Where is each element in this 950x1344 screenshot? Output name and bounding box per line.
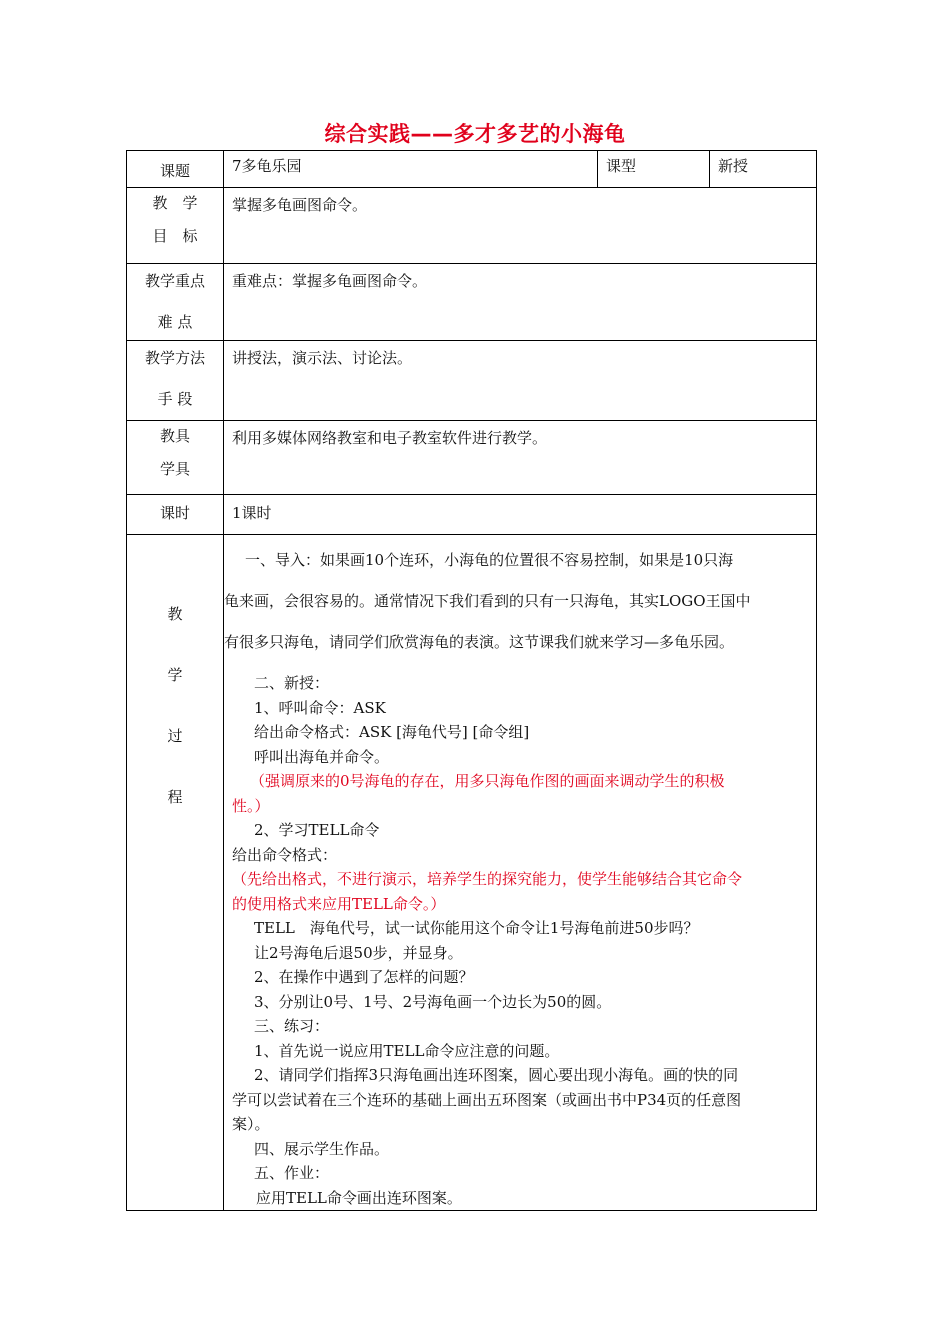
process-line: 四、展示学生作品。 [254, 1139, 390, 1158]
emphasis-note: （先给出格式，不进行演示，培养学生的探究能力，使学生能够结合其它命令 [232, 870, 743, 888]
method-label-line2: 手 段 [157, 390, 193, 408]
process-line: 3、分别让0号、1号、2号海龟画一个边长为50的圆。 [254, 992, 612, 1011]
process-line: 案）。 [232, 1115, 270, 1133]
tools-label [127, 421, 224, 495]
page-title: 综合实践——多才多艺的小海龟 [324, 122, 626, 146]
process-line: 五、作业： [254, 1164, 330, 1182]
method-content: 讲授法，演示法、讨论法。 [224, 341, 817, 421]
objective-label-line1: 教 学 [152, 194, 198, 212]
process-line: 呼叫出海龟并命令。 [254, 747, 390, 766]
hours-content: 1课时 [224, 495, 817, 535]
process-line: 让2号海龟后退50步，并显身。 [254, 943, 463, 962]
emphasis-note: 的使用格式来应用TELL命令。） [232, 894, 446, 913]
process-label-char: 学 [167, 666, 183, 684]
emphasis-note: （强调原来的0号海龟的存在，用多只海龟作图的画面来调动学生的积极 [250, 772, 725, 790]
keypoints-label-line2: 难 点 [157, 313, 193, 331]
process-label-char: 程 [167, 788, 183, 806]
process-line: 2、学习TELL命令 [254, 821, 380, 839]
process-label [127, 535, 224, 1211]
process-line: 学可以尝试着在三个连环的基础上画出五环图案（或画出书中P34页的任意图 [232, 1090, 742, 1109]
process-line: 一、导入：如果画10个连环，小海龟的位置很不容易控制，如果是10只海 [230, 551, 734, 569]
process-line: 1、呼叫命令：ASK [254, 698, 386, 717]
method-label [127, 341, 224, 421]
tools-label-line1: 教具 [159, 427, 190, 445]
lesson-plan-table [126, 150, 817, 1211]
process-line: 二、新授： [254, 674, 330, 692]
lesson-type-label: 课型 [598, 151, 710, 188]
topic-value: 7多龟乐园 [224, 151, 598, 188]
process-line: 有很多只海龟，请同学们欣赏海龟的表演。这节课我们就来学习—多龟乐园。 [224, 633, 735, 651]
keypoints-row [127, 264, 817, 341]
tools-row [127, 421, 817, 495]
objective-label [127, 188, 224, 264]
keypoints-content: 重难点：掌握多龟画图命令。 [224, 264, 817, 341]
process-line: 三、练习： [254, 1017, 330, 1035]
header-row [127, 151, 817, 188]
objective-row [127, 188, 817, 264]
tools-label-line2: 学具 [159, 460, 190, 478]
process-line: 1、首先说一说应用TELL命令应注意的问题。 [254, 1041, 560, 1060]
objective-content: 掌握多龟画图命令。 [224, 188, 817, 264]
process-line: 2、在操作中遇到了怎样的问题？ [254, 968, 474, 986]
process-line: 龟来画，会很容易的。通常情况下我们看到的只有一只海龟，其实LOGO王国中 [224, 592, 751, 610]
emphasis-note: 性。） [232, 796, 270, 815]
process-label-char: 过 [167, 727, 183, 745]
process-content [224, 535, 817, 1211]
method-label-line1: 教学方法 [144, 349, 205, 367]
process-line: 应用TELL命令画出连环图案。 [256, 1188, 462, 1207]
hours-row [127, 495, 817, 535]
process-label-char: 教 [167, 605, 183, 623]
hours-label: 课时 [127, 495, 224, 535]
topic-label: 课题 [127, 151, 224, 188]
process-line: TELL 海龟代号，试一试你能用这个命令让1号海龟前进50步吗？ [254, 919, 699, 937]
keypoints-label-line1: 教学重点 [144, 272, 205, 290]
process-line: 给出命令格式：ASK [海龟代号] [命令组] [254, 723, 530, 741]
keypoints-label [127, 264, 224, 341]
tools-content: 利用多媒体网络教室和电子教室软件进行教学。 [224, 421, 817, 495]
method-row [127, 341, 817, 421]
objective-label-line2: 目 标 [152, 227, 198, 245]
process-line: 给出命令格式： [232, 845, 338, 864]
lesson-type-value: 新授 [710, 151, 817, 188]
process-line: 2、请同学们指挥3只海龟画出连环图案，圆心要出现小海龟。画的快的同 [254, 1066, 739, 1084]
process-row [127, 535, 817, 1211]
